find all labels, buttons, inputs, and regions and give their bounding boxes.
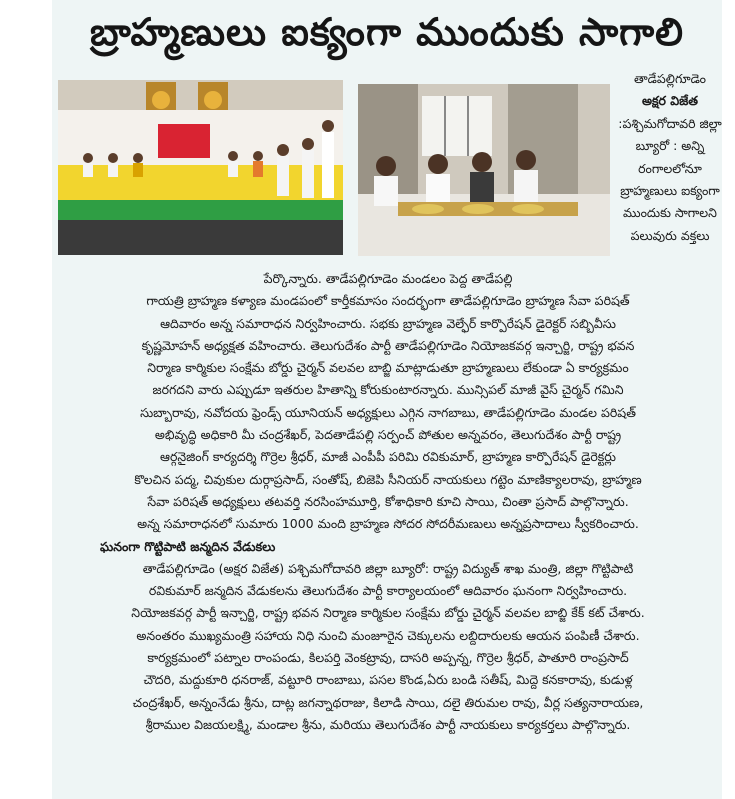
story1-line: సేవా పరిషత్ అధ్యక్షులు తటవర్తి నరసింహమూర్తి, కోశాధికారి కూచి సాయి, చింతా ప్రసాద్ పాల్గొన్నారు. (147, 493, 629, 509)
story2-line: కార్యక్రమంలో పట్నాల రాంపండు, కిలపర్తి వెంకట్రావు, దాసరి అప్పన్న, గొర్రెల శ్రీధర్, పాతూరి రాంప్రసాద్ (147, 650, 629, 666)
article-body (60, 268, 716, 736)
dateline-line: :పశ్చిమగోదావరి జిల్లా (618, 115, 722, 131)
dateline-line: బ్యూరో : అన్ని (635, 138, 705, 154)
dignitaries-image (358, 84, 610, 256)
event-stage-photo (58, 80, 343, 255)
story2-line: చౌదరి, మద్దుకూరి ధనరాజ్, వట్టూరి రాంబాబు, పసల కొండ,ఏరు బండి సతీష్, మిద్దె కనకారావు, కుడుళ్ల (143, 672, 633, 688)
event-stage-image (58, 80, 343, 255)
story1-line: పేర్కొన్నారు. తాడేపల్లిగూడెం మండలం పెద్ద తాడేపల్లి (263, 271, 513, 286)
story1-line: అన్న సమారాధనలో సుమారు 1000 మంది బ్రాహ్మణ సోదర సోదరీమణులు అన్నప్రసాదాలు స్వీకరించారు. (137, 516, 639, 532)
story1-line: నిర్మాణ కార్మికుల సంక్షేమ బోర్డు చైర్మన్ వలవల బాబ్జి మాట్లాడుతూ బ్రాహ్మణులు లేకుండా ఏ కార్యక్రమం (147, 360, 629, 376)
story2-line: రవికుమార్ జన్మదిన వేడుకలను తెలుగుదేశం పార్టీ కార్యాలయంలో ఆదివారం ఘనంగా నిర్వహించారు. (148, 583, 628, 599)
story2-line: నియోజకవర్గ పార్టీ ఇన్చార్జి, రాష్ట్ర భవన నిర్మాణ కార్మికుల సంక్షేమ బోర్డు చైర్మన్ వలవల బాబ్జి కేక్ కట్ చేశారు. (131, 605, 645, 621)
newspaper-clipping (52, 0, 722, 799)
headline: బ్రాహ్మణులు ఐక్యంగా ముందుకు సాగాలి (89, 10, 685, 54)
story2-line: అనంతరం ముఖ్యమంత్రి సహాయ నిధి నుంచి మంజూరైన చెక్కులను లబ్దిదారులకు ఆయన పంపిణీ చేశారు. (136, 627, 640, 643)
story2-line: చంద్రశేఖర్, అన్నంనేడు శ్రీను, దాట్ల జగన్నాథరాజు, కిలాడి సాయి, దలై తిరుమల రావు, వీర్ల సత్యనారాయణ, (132, 694, 644, 710)
dateline-line: రంగాలలోనూ (638, 160, 702, 176)
dateline-reporter: అక్షర విజేత (641, 93, 699, 109)
story1-line: అభివృద్ధి అధికారి మీ చంద్రశేఖర్, పెదతాడేపల్లి సర్పంచ్ పోతుల అన్నవరం, తెలుగుదేశం పార్టీ రాష్ట్ర (154, 427, 622, 443)
story1-line: సుబ్బారావు, నవోదయ ఫ్రెండ్స్ యూనియన్ అధ్యక్షులు ఎగ్గిన నాగబాబు, తాడేపల్లిగూడెం మండల పరిషత్ (140, 404, 636, 420)
dateline-place: తాడేపల్లిగూడెం (633, 71, 706, 86)
story2-line: తాడేపల్లిగూడెం (అక్షర విజేత) పశ్చిమగోదావరి జిల్లా బ్యూరో: రాష్ట్ర విద్యుత్ శాఖ మంత్రి, జిల్లా గొట్టిపాటి (142, 560, 634, 576)
dignitaries-photo (358, 84, 610, 256)
story1-line: కొలచిన పద్మ, చివుకుల దుర్గాప్రసాద్, సంతోష్, బిజెపి సీనియర్ నాయకులు గట్టెం మాణిక్యాలరావు, బ్రాహ్మణ (134, 471, 642, 487)
story1-line: ఆర్గనైజింగ్ కార్యదర్శి గొర్రెల శ్రీధర్, మాజీ ఎంపీపీ పరిమి రవికుమార్, బ్రాహ్మణ కార్పొరేషన్ డైరెక్టర్లు (159, 449, 617, 465)
story2-line: శ్రీరాముల విజయలక్ష్మి, మండాల శ్రీను, మరియు తెలుగుదేశం పార్టీ నాయకులు కార్యకర్తలు పాల్గొన్నారు. (145, 716, 631, 732)
story1-line: గాయత్రి బ్రాహ్మణ కళ్యాణ మండపంలో కార్తీకమాసం సందర్భంగా తాడేపల్లిగూడెం బ్రాహ్మణ సేవా పరిషత్ (146, 293, 630, 309)
dateline-line: పలువురు వక్తలు (630, 227, 710, 243)
story2-heading: ఘనంగా గొట్టిపాటి జన్మదిన వేడుకలు (100, 538, 276, 554)
dateline-column (618, 68, 722, 247)
dateline-line: బ్రాహ్మణులు ఐక్యంగా (620, 183, 720, 199)
dateline-line: ముందుకు సాగాలని (623, 205, 717, 221)
story1-line: జరగదని వారు ఎప్పుడూ ఇతరుల హితాన్ని కోరుకుంటారన్నారు. మున్సిపల్ మాజీ వైస్ చైర్మన్ గమిని (152, 382, 624, 398)
story1-line: కృష్ణమోహన్ అధ్యక్షత వహించారు. తెలుగుదేశం పార్టీ తాడేపల్లిగూడెం నియోజకవర్గ ఇన్చార్జి, రాష్ట్ర భవన (141, 337, 635, 353)
story1-line: ఆదివారం అన్న సమారాధన నిర్వహించారు. సభకు బ్రాహ్మణ వెల్ఫేర్ కార్పొరేషన్ డైరెక్టర్ సబ్బివీసు (160, 315, 616, 331)
